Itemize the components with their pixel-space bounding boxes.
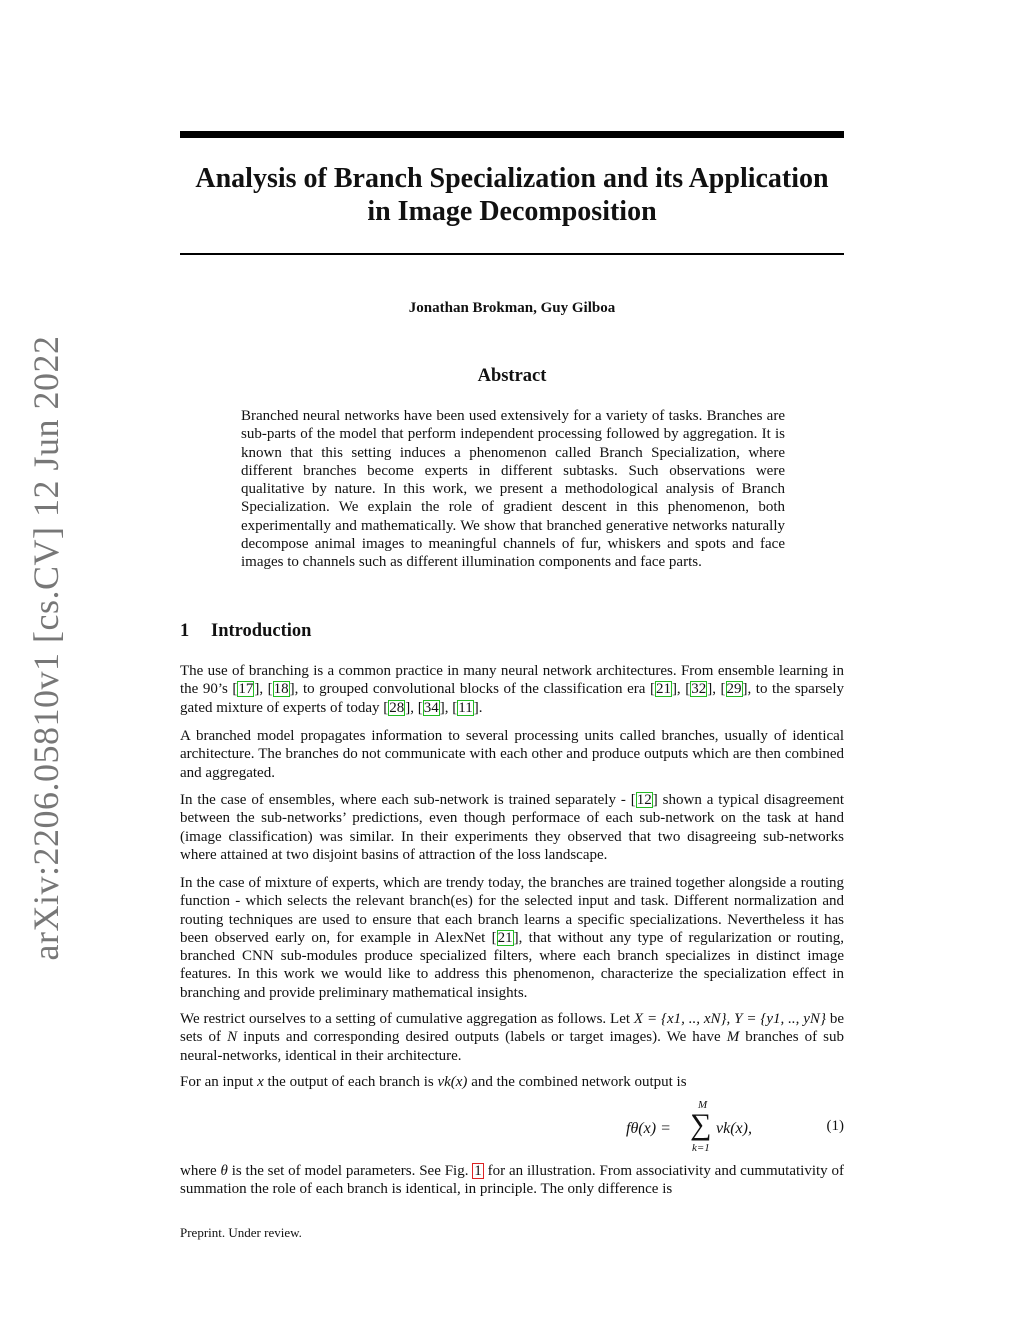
text-run: branches of sub neural-networks, identical in their architecture. bbox=[180, 1029, 844, 1064]
text-run: for an illustration. From associativity and cummutativity of summation the role of each branch is identical, in principle. The only difference is bbox=[180, 1163, 844, 1198]
title-top-rule bbox=[180, 131, 844, 138]
section-number: 1 bbox=[180, 621, 190, 641]
paper-title bbox=[160, 162, 864, 228]
intro-paragraph-2 bbox=[180, 727, 844, 782]
text-run: shown a typical disagreement between the sub-networks’ predictions, even though performace of each sub-network on the task at hand (image classification) was similar. In their experiments they observed that two disagreeing sub-networks where attained at two disjoint basins of attraction of the loss landscape. bbox=[180, 792, 844, 863]
citation-link-11[interactable]: 11 bbox=[458, 699, 473, 716]
citation-link-12[interactable]: 12 bbox=[636, 792, 652, 808]
math-vk: vk(x) bbox=[437, 1074, 468, 1090]
citation-link-29[interactable]: 29 bbox=[726, 681, 742, 698]
title-line-1: Analysis of Branch Specialization and its Application bbox=[195, 163, 829, 194]
text-run: , to the sparsely gated mixture of experts of today bbox=[180, 681, 844, 716]
arxiv-identifier-stamp: arXiv:2206.05810v1 [cs.CV] 12 Jun 2022 bbox=[26, 335, 66, 961]
intro-paragraph-4: In the case of mixture of experts, which are trendy today, the branches are trained together alongside a routing function - which selects the relevant branch(es) for the selected input and task. Different normalization and routing techniques are used to ensure that each branch learns a specific specializations. Nevertheless it has been observed early on, for example in AlexNet [21], that without any type of regularization or routing, branched CNN sub-modules produce specialized filters, where each branch specializes in distinct image features. In this work we would like to address this phenomenon, characterize the specialization effect in branching and provide preliminary mathematical insights. bbox=[180, 875, 844, 1001]
text-run: be sets of bbox=[180, 1011, 844, 1046]
summation-lower-limit: k=1 bbox=[692, 1142, 710, 1154]
section-heading-introduction bbox=[180, 621, 311, 642]
citation-link-17[interactable]: 17 bbox=[238, 681, 254, 698]
summation-sign-icon: ∑ bbox=[690, 1108, 712, 1141]
equation-rhs: vk(x), bbox=[716, 1120, 752, 1137]
summation-upper-limit: M bbox=[698, 1099, 708, 1111]
text-run: where bbox=[180, 1163, 221, 1179]
intro-paragraph-7 bbox=[180, 1162, 844, 1199]
paragraph-text: A branched model propagates information to several processing units called branches, usually of identical architecture. The branches do not communicate with each other and produce outputs which are then combined and aggregated. bbox=[180, 728, 844, 781]
text-run: We restrict ourselves to a setting of cumulative aggregation as follows. Let bbox=[180, 1011, 634, 1027]
math-y-set: Y = {y1, .., yN} bbox=[734, 1011, 826, 1027]
equation-1 bbox=[180, 1096, 844, 1160]
equation-number: (1) bbox=[826, 1118, 844, 1134]
preprint-footer: Preprint. Under review. bbox=[180, 1225, 302, 1240]
text-run: The use of branching is a common practice in many neural network architectures. From ensemble learning in the 90’s bbox=[180, 663, 844, 698]
text-run: For an input bbox=[180, 1074, 258, 1090]
figure-link-1[interactable]: 1 bbox=[474, 1163, 482, 1179]
text-run: and the combined network output is bbox=[467, 1074, 687, 1090]
equation-body bbox=[626, 1096, 826, 1160]
text-run: is the set of model parameters. See Fig. bbox=[227, 1163, 473, 1179]
citation-link-21[interactable]: 21 bbox=[655, 681, 671, 698]
intro-paragraph-6 bbox=[180, 1073, 844, 1091]
abstract-text: Branched neural networks have been used extensively for a variety of tasks. Branches are sub-parts of the model that perform independent processing followed by aggregation. It is known that this setting induces a phenomenon called Branch Specialization, where different branches become experts in different subtasks. Such observations were qualitative by nature. In this work, we present a methodological analysis of Branch Specialization. We explain the role of gradient descent in this phenomenon, both experimentally and mathematically. We show that branched generative networks naturally decompose animal images to meaningful channels of fur, whiskers and spots and face images to channels such as different illumination components and face parts. bbox=[241, 408, 785, 571]
text-run: , to grouped convolutional blocks of the classification era bbox=[294, 681, 650, 698]
author-list: Jonathan Brokman, Guy Gilboa bbox=[408, 300, 616, 316]
text-run: the output of each branch is bbox=[263, 1074, 438, 1090]
math-x-set: X = {x1, .., xN}, bbox=[633, 1011, 731, 1027]
text-run: inputs and corresponding desired outputs (labels or target images). We have bbox=[237, 1029, 727, 1046]
intro-paragraph-3: In the case of ensembles, where each sub-network is trained separately - [12] shown a typical disagreement between the sub-networks’ predictions, even though performace of each sub-network on the task at hand (image classification) was similar. In their experiments they observed that two disagreeing sub-networks where attained at two disjoint basins of attraction of the loss landscape. bbox=[180, 792, 844, 863]
citation-link-32[interactable]: 32 bbox=[691, 681, 707, 698]
intro-paragraph-5 bbox=[180, 1010, 844, 1065]
text-run: In the case of ensembles, where each sub-network is trained separately - bbox=[180, 792, 631, 808]
equation-lhs: fθ(x) = bbox=[626, 1120, 671, 1137]
citation-link-34[interactable]: 34 bbox=[423, 699, 439, 716]
text-run: , that without any type of regularization or routing, branched CNN sub-modules produce specialized filters, where each branch specializes in distinct image features. In this work we would like to address this phenomenon, characterize the specialization effect in branching and provide preliminary mathematical insights. bbox=[180, 929, 844, 1001]
citation-link-18[interactable]: 18 bbox=[273, 681, 289, 698]
text-run: In the case of mixture of experts, which are trendy today, the branches are trained together alongside a routing function - which selects the relevant branch(es) for the selected input and task. Different normalization and routing techniques are used to ensure that each branch learns a specific specializations. Nevertheless it has been observed early on, for example in AlexNet bbox=[180, 875, 844, 946]
math-n: N bbox=[227, 1029, 238, 1046]
title-line-2: in Image Decomposition bbox=[367, 196, 657, 227]
math-m: M bbox=[726, 1029, 740, 1046]
citation-link-21-alexnet[interactable]: 21 bbox=[497, 929, 513, 946]
abstract-heading: Abstract bbox=[477, 366, 547, 386]
section-title: Introduction bbox=[211, 621, 312, 641]
citation-link-28[interactable]: 28 bbox=[389, 699, 405, 716]
math-x: x bbox=[257, 1074, 264, 1090]
intro-paragraph-1: The use of branching is a common practice in many neural network architectures. From ensemble learning in the 90’s [17], [18], to grouped convolutional blocks of the classification era [21], [32], [29], to the sparsely gated mixture of experts of today [28], [34], [11]. bbox=[180, 663, 844, 716]
title-bottom-rule bbox=[180, 253, 844, 255]
math-theta: θ bbox=[220, 1163, 228, 1179]
